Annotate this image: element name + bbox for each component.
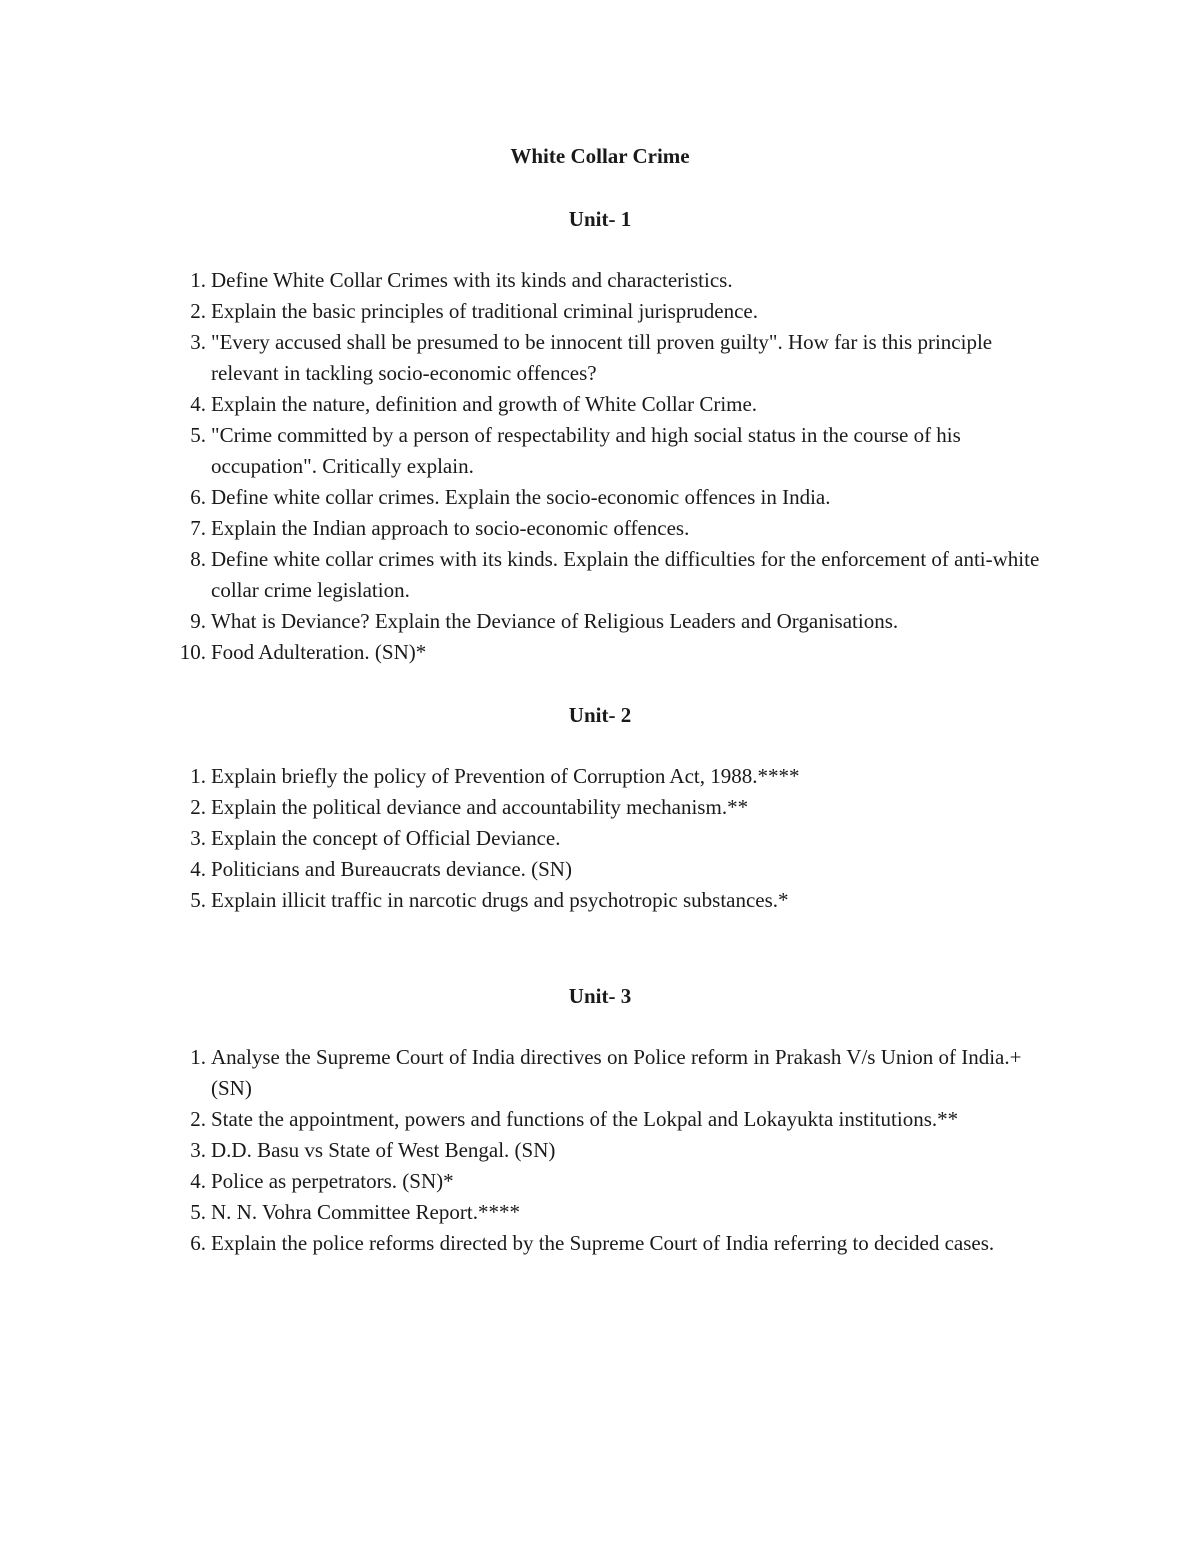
item-number: 3.: [190, 330, 206, 354]
item-text: Explain the nature, definition and growth of White Collar Crime.: [211, 392, 758, 416]
list-item: [0, 885, 1061, 916]
item-number: 6.: [190, 1231, 206, 1255]
list-item: [0, 1042, 1061, 1104]
item-number: 3.: [190, 826, 206, 850]
item-text: What is Deviance? Explain the Deviance of Religious Leaders and Organisations.: [211, 609, 899, 633]
item-number: 1.: [190, 764, 206, 788]
item-text: Define White Collar Crimes with its kinds and characteristics.: [211, 268, 733, 292]
item-text: Define white collar crimes with its kinds. Explain the difficulties for the enforcement of anti-white collar crime legislation.: [211, 547, 1040, 602]
unit-2-heading: Unit- 2: [568, 703, 632, 727]
item-number: 3.: [190, 1138, 206, 1162]
list-item: [0, 265, 1061, 296]
item-text: Police as perpetrators. (SN)*: [211, 1169, 454, 1193]
item-text: Explain the concept of Official Deviance.: [211, 826, 561, 850]
unit-3-question-list: [0, 1042, 1200, 1259]
item-number: 10.: [179, 640, 206, 664]
item-text: Define white collar crimes. Explain the socio-economic offences in India.: [211, 485, 831, 509]
item-text: N. N. Vohra Committee Report.****: [211, 1200, 520, 1224]
item-text: D.D. Basu vs State of West Bengal. (SN): [211, 1138, 556, 1162]
item-number: 1.: [190, 268, 206, 292]
unit-1-question-list: [0, 265, 1200, 668]
item-number: 5.: [190, 888, 206, 912]
item-number: 6.: [190, 485, 206, 509]
list-item: [0, 823, 1061, 854]
list-item: [0, 606, 1061, 637]
list-item: [0, 296, 1061, 327]
list-item: [0, 1197, 1061, 1228]
item-text: Explain the Indian approach to socio-economic offences.: [211, 516, 690, 540]
item-number: 7.: [190, 516, 206, 540]
item-text: "Every accused shall be presumed to be innocent till proven guilty". How far is this principle relevant in tackling socio-economic offences?: [211, 330, 993, 385]
item-number: 2.: [190, 1107, 206, 1131]
list-item: [0, 792, 1061, 823]
item-text: "Crime committed by a person of respectability and high social status in the course of his occupation". Critically explain.: [211, 423, 961, 478]
item-number: 5.: [190, 1200, 206, 1224]
item-number: 4.: [190, 1169, 206, 1193]
unit-2-question-list: [0, 761, 1200, 916]
item-number: 8.: [190, 547, 206, 571]
list-item: [0, 1228, 1061, 1259]
item-text: Analyse the Supreme Court of India directives on Police reform in Prakash V/s Union of India.+(SN): [211, 1045, 1022, 1100]
unit-1-heading: Unit- 1: [568, 207, 632, 231]
item-text: Explain the police reforms directed by the Supreme Court of India referring to decided cases.: [211, 1231, 995, 1255]
list-item: [0, 761, 1061, 792]
list-item: [0, 637, 1061, 668]
item-number: 9.: [190, 609, 206, 633]
list-item: [0, 1166, 1061, 1197]
unit-3-heading: Unit- 3: [568, 984, 632, 1008]
item-text: Explain the basic principles of traditional criminal jurisprudence.: [211, 299, 758, 323]
list-item: [0, 544, 1061, 606]
item-text: Explain briefly the policy of Prevention of Corruption Act, 1988.****: [211, 764, 800, 788]
list-item: [0, 513, 1061, 544]
item-number: 1.: [190, 1045, 206, 1069]
item-number: 5.: [190, 423, 206, 447]
item-text: Explain the political deviance and accountability mechanism.**: [211, 795, 749, 819]
list-item: [0, 420, 1061, 482]
item-number: 4.: [190, 857, 206, 881]
item-text: State the appointment, powers and functions of the Lokpal and Lokayukta institutions.**: [211, 1107, 959, 1131]
document-title: White Collar Crime: [510, 144, 690, 168]
list-item: [0, 482, 1061, 513]
list-item: [0, 327, 1061, 389]
item-number: 4.: [190, 392, 206, 416]
item-text: Food Adulteration. (SN)*: [211, 640, 427, 664]
list-item: [0, 1135, 1061, 1166]
item-number: 2.: [190, 299, 206, 323]
list-item: [0, 1104, 1061, 1135]
list-item: [0, 389, 1061, 420]
list-item: [0, 854, 1061, 885]
item-number: 2.: [190, 795, 206, 819]
item-text: Politicians and Bureaucrats deviance. (SN): [211, 857, 572, 881]
item-text: Explain illicit traffic in narcotic drugs and psychotropic substances.*: [211, 888, 789, 912]
